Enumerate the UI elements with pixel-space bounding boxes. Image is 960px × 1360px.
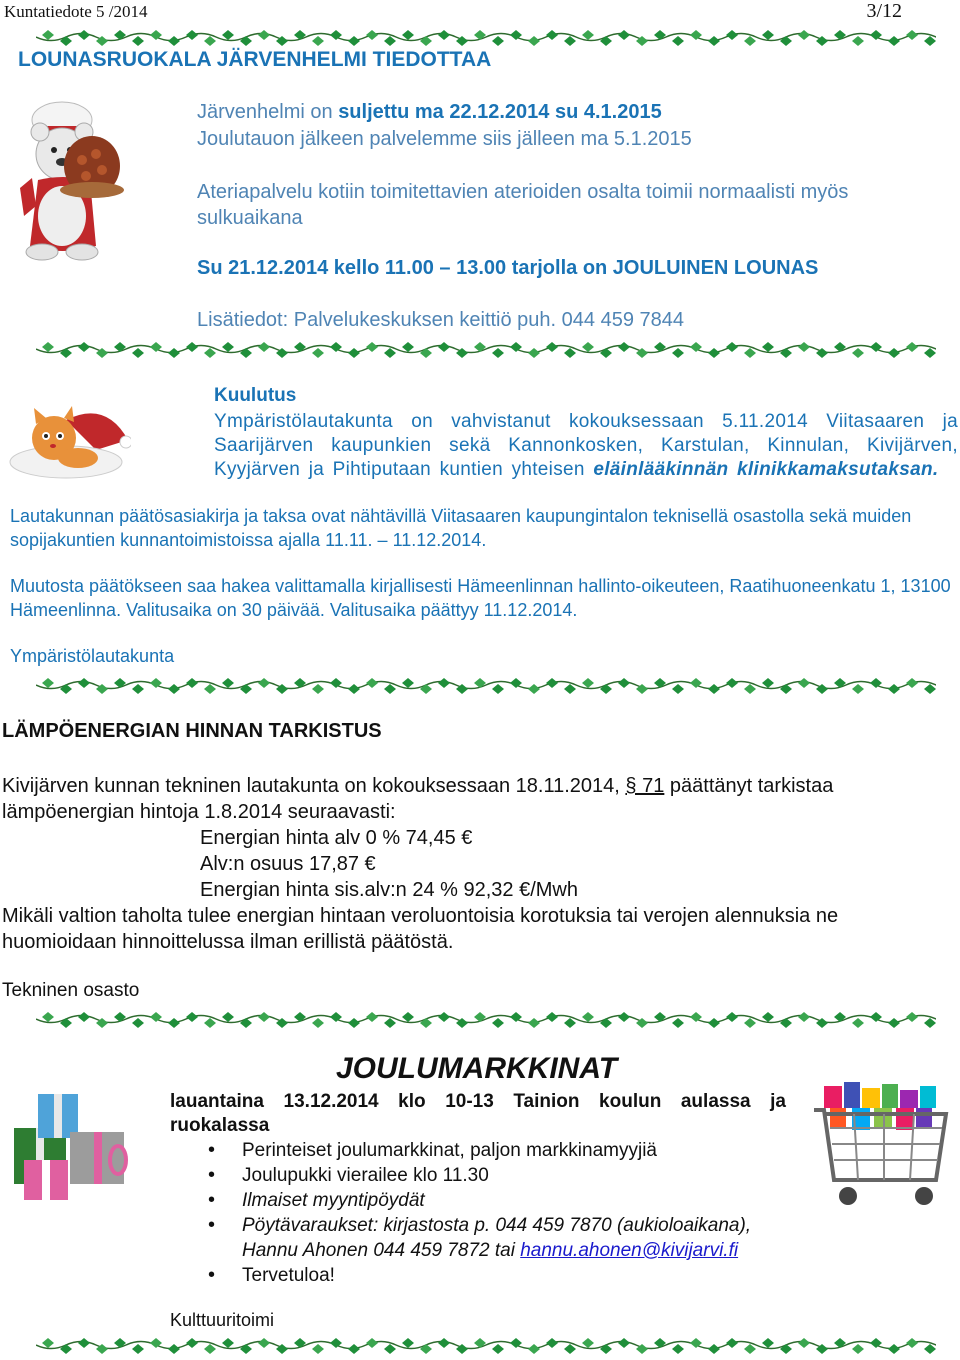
energy-title: LÄMPÖENERGIAN HINNAN TARKISTUS [2, 720, 382, 742]
garland-divider [36, 26, 936, 48]
market-bullet-text: Tervetuloa! [242, 1265, 335, 1286]
lunch-delivery-line: Ateriapalvelu kotiin toimitettavien aterioiden osalta toimii normaalisti myös sulkuaikana [197, 181, 849, 229]
energy-outro: Mikäli valtion taholta tulee energian hintaan veroluontoisia korotuksia tai verojen alennuksia ne huomioidaan hinnoittelussa ilman erillistä päätöstä. [2, 905, 839, 953]
energy-price-list [200, 825, 578, 903]
garland-divider [36, 338, 936, 360]
energy-signature: Tekninen osasto [2, 980, 140, 1001]
energy-intro-text: Kivijärven kunnan tekninen lautakunta on kokouksessaan 18.11.2014, [2, 775, 626, 797]
market-bullet [170, 1163, 810, 1188]
market-bullet-text: Pöytävaraukset: kirjastosta p. 044 459 7870 (aukioloaikana), Hannu Ahonen 044 459 7872 tai [242, 1215, 752, 1261]
market-bullet [170, 1263, 810, 1288]
lunch-closed-line [197, 101, 662, 124]
garland-divider [36, 1334, 936, 1356]
lunch-title: LOUNASRUOKALA JÄRVENHELMI TIEDOTTAA [18, 48, 492, 71]
market-signature: Kulttuuritoimi [170, 1310, 275, 1330]
market-bullet-text: Perinteiset joulumarkkinat, paljon markkinamyyjiä [242, 1140, 658, 1161]
notice-emphasis: eläinlääkinnän klinikkamaksutaksan. [593, 459, 939, 480]
market-title: JOULUMARKKINAT [336, 1052, 618, 1085]
energy-price-line: Energian hinta sis.alv:n 24 % 92,32 €/Mwh [200, 879, 578, 901]
notice-paragraph-1 [214, 410, 958, 482]
notice-text: Ympäristölautakunta on vahvistanut kokouksessaan 5.11.2014 Viitasaaren ja Saarijärven kaupunkien sekä Kannonkosken, Karstulan, Kinnulan, Kivijärven, Kyyjärven ja Pihtiputaan kuntien yhteisen [214, 411, 958, 480]
closed-dates: suljettu ma 22.12.2014 su 4.1.2015 [338, 101, 662, 123]
christmas-kitten-image [6, 400, 131, 480]
market-date-line: lauantaina 13.12.2014 klo 10-13 Tainion koulun aulassa ja ruokalassa [170, 1091, 786, 1136]
notice-signature: Ympäristölautakunta [10, 646, 175, 666]
closed-prefix: Järvenhelmi on [197, 101, 339, 123]
notice-paragraph-2: Lautakunnan päätösasiakirja ja taksa ovat nähtävillä Viitasaaren kaupungintalon teknisellä osastolla sekä muiden sopijakuntien kunnantoimistoissa ajalla 11.11. – 11.12.2014. [10, 506, 912, 550]
market-bullet [170, 1138, 810, 1163]
lunch-contact-line: Lisätiedot: Palvelukeskuksen keittiö puh. 044 459 7844 [197, 309, 685, 331]
garland-divider [36, 1008, 936, 1030]
baker-bear-image [10, 96, 130, 266]
shopping-cart-gifts-image [804, 1080, 954, 1212]
energy-intro-text-2: päättänyt tarkistaa lämpöenergian hintoja 1.8.2014 seuraavasti: [2, 775, 834, 823]
header-left: Kuntatiedote 5 /2014 [4, 2, 148, 21]
energy-intro [2, 773, 952, 825]
garland-divider [36, 674, 936, 696]
market-bullet [170, 1213, 810, 1263]
energy-section-ref: § 71 [625, 775, 665, 797]
market-bullet-text: Joulupukki vierailee klo 11.30 [242, 1165, 489, 1186]
page-number: 3/12 [866, 0, 902, 22]
market-bullet-text: Ilmaiset myyntipöydät [242, 1190, 425, 1211]
gift-boxes-image [10, 1088, 130, 1208]
energy-price-line: Energian hinta alv 0 % 74,45 € [200, 827, 473, 849]
lunch-christmas-line: Su 21.12.2014 kello 11.00 – 13.00 tarjolla on JOULUINEN LOUNAS [197, 257, 819, 279]
lunch-reopen-line: Joulutauon jälkeen palvelemme siis jälleen ma 5.1.2015 [197, 128, 692, 150]
email-link[interactable]: hannu.ahonen@kivijarvi.fi [520, 1240, 739, 1261]
energy-price-line: Alv:n osuus 17,87 € [200, 853, 376, 875]
notice-paragraph-3: Muutosta päätökseen saa hakea valittamalla kirjallisesti Hämeenlinnan hallinto-oikeuteen, Raatihuoneenkatu 1, 13100 Hämeenlinna. Valitusaika on 30 päivää. Valitusaika päättyy 11.12.2014. [10, 576, 951, 620]
notice-title: Kuulutus [214, 385, 297, 406]
market-bullet [170, 1188, 810, 1213]
market-bullet-list [170, 1138, 810, 1288]
